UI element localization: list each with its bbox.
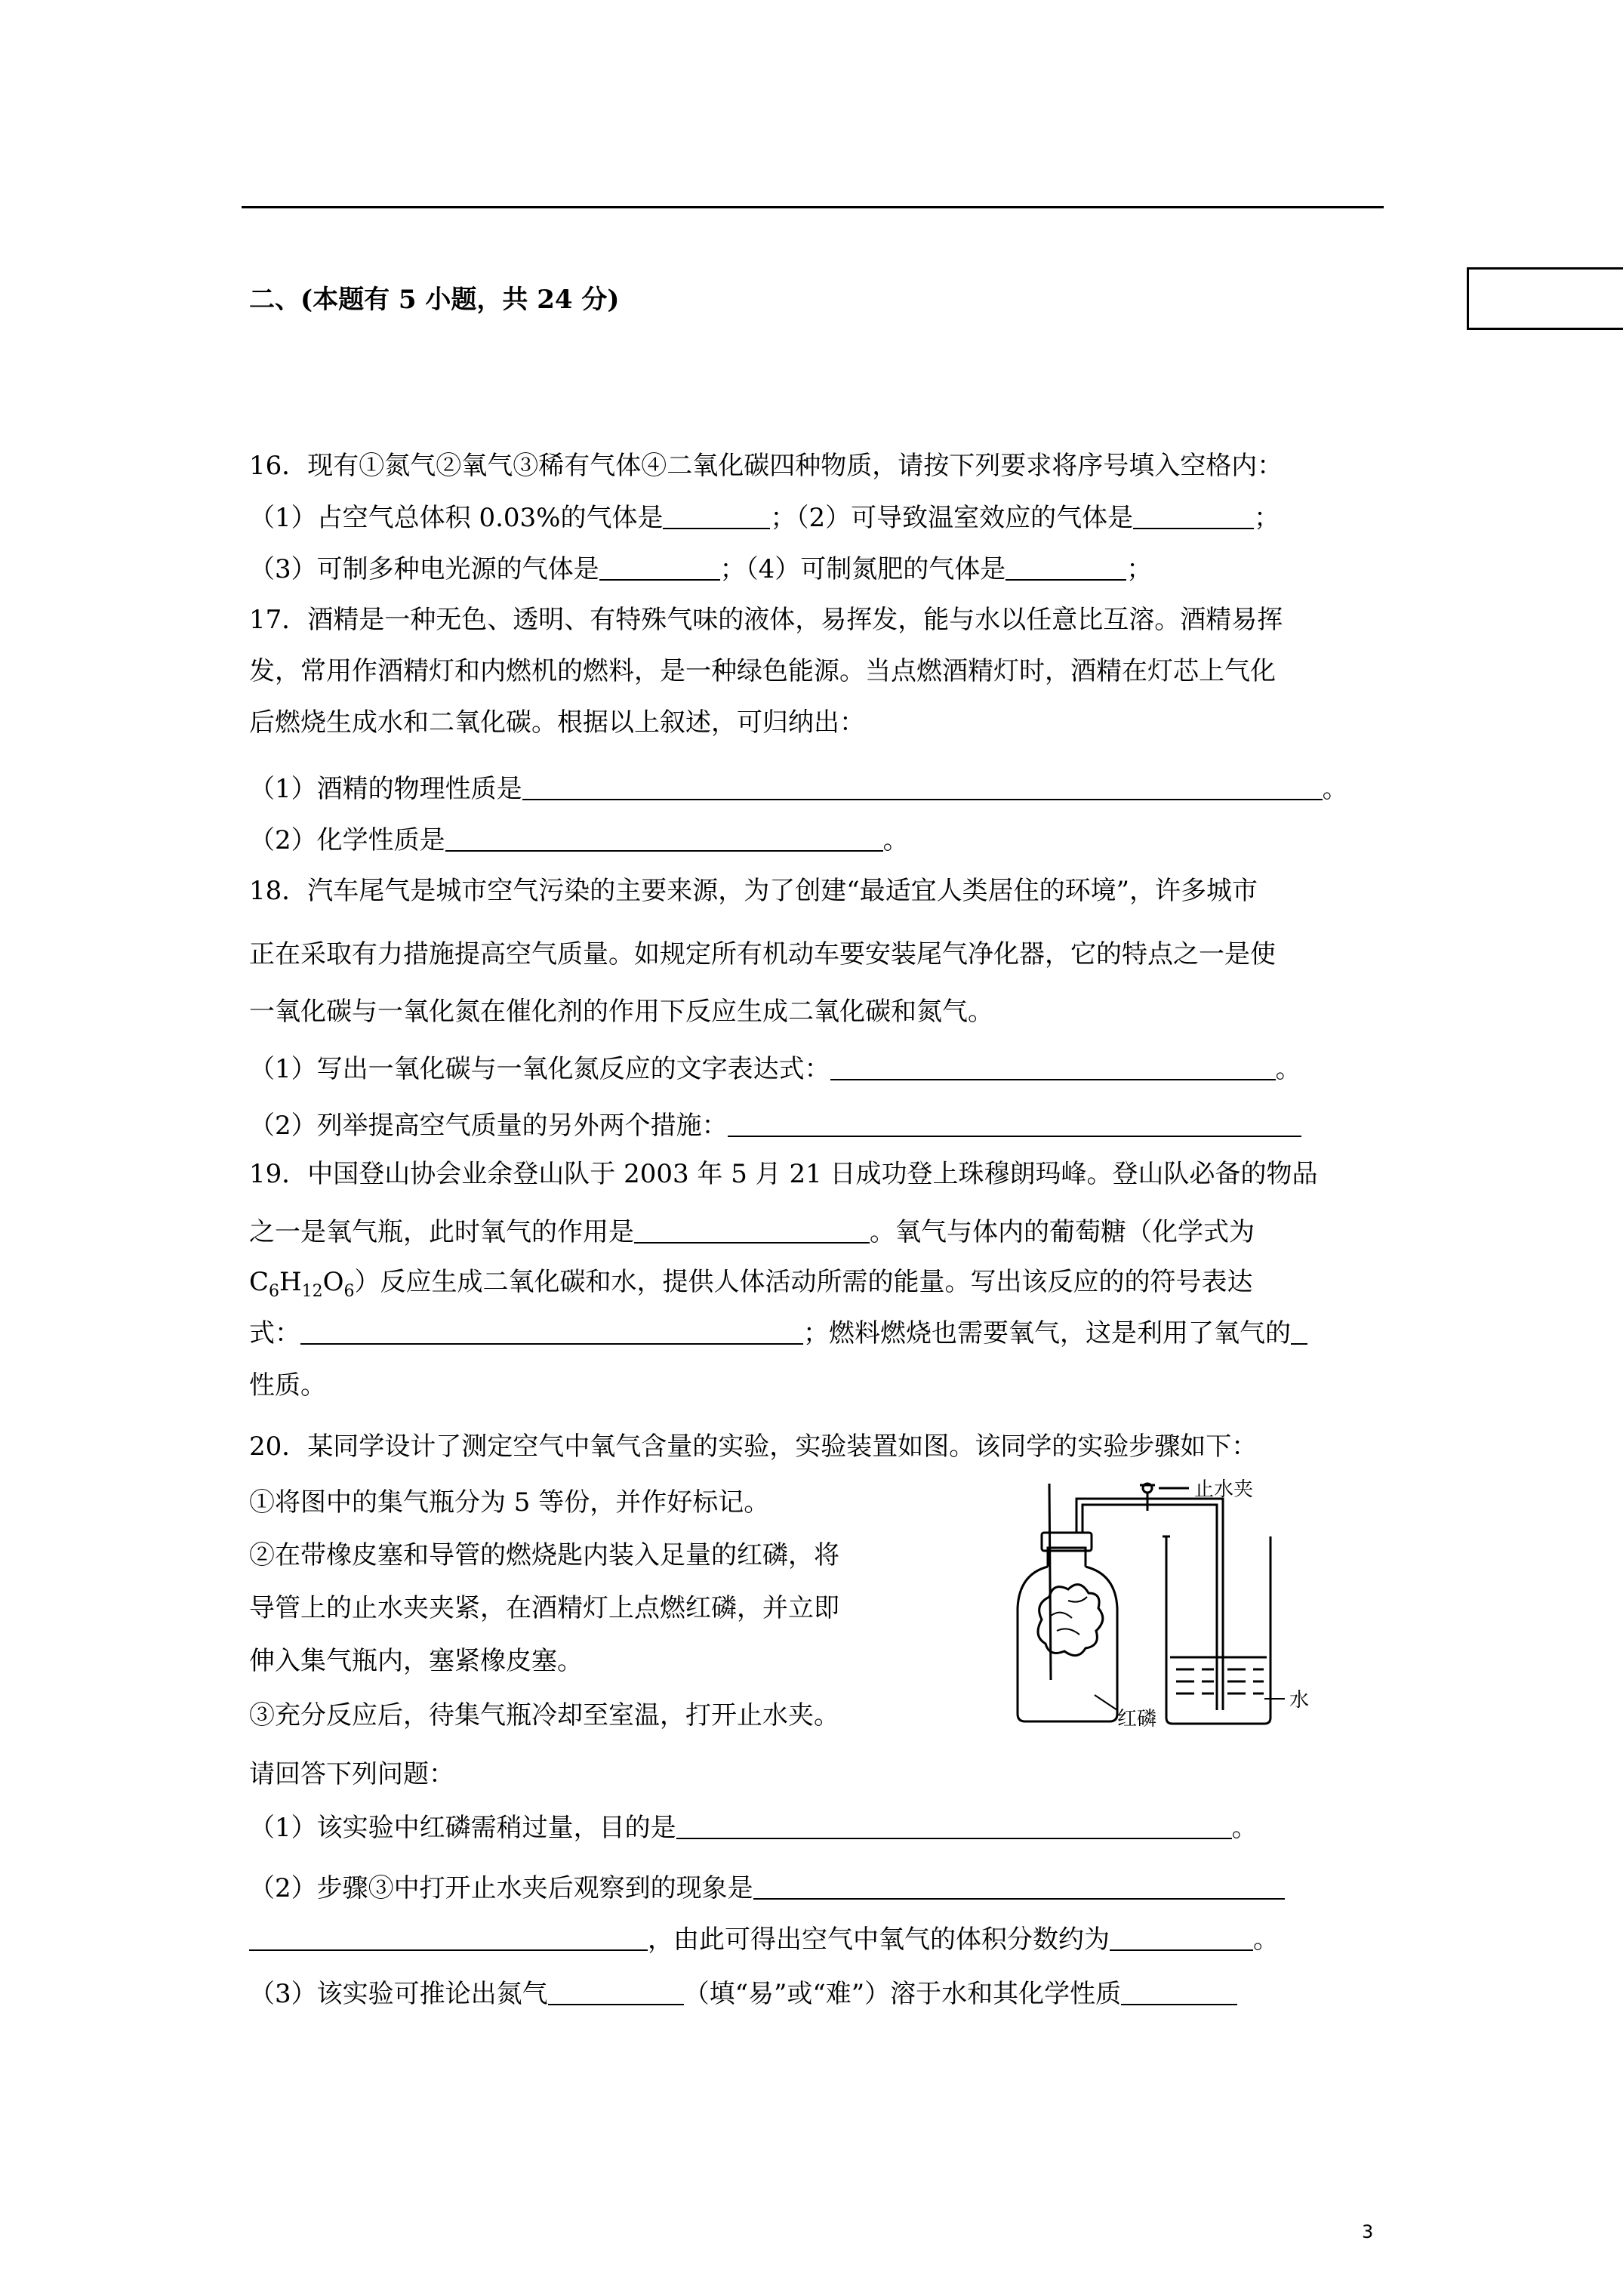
q18-blank-2[interactable]: [728, 1110, 1301, 1137]
q20-ask: 请回答下列问题：: [249, 1759, 454, 1789]
q20-part-3: （3）该实验可推论出氮气 （填“易”或“难”）溶于水和其化学性质: [249, 1978, 1237, 2009]
phosphorus-label: 红磷: [1117, 1708, 1157, 1730]
clamp-label: 止水夹: [1194, 1478, 1254, 1501]
q20-blank-5[interactable]: [1121, 1978, 1237, 2005]
q20-step-2c: 伸入集气瓶内，塞紧橡皮塞。: [249, 1646, 583, 1676]
beaker: [1166, 1536, 1270, 1724]
q17-part-1: （1）酒精的物理性质是 。: [249, 774, 1348, 804]
phosphorus-smoke: [1038, 1585, 1103, 1656]
q17-part-2: （2）化学性质是 。: [249, 825, 909, 855]
q16-blank-3[interactable]: [599, 553, 720, 581]
glucose-formula: $C_6H_{12}O_6$: [249, 1267, 355, 1301]
score-box: [1467, 267, 1623, 330]
q18-line-2: 正在采取有力措施提高空气质量。如规定所有机动车要安装尾气净化器，它的特点之一是使: [249, 939, 1276, 969]
q16-stem: 16．现有①氮气②氧气③稀有气体④二氧化碳四种物质，请按下列要求将序号填入空格内：: [249, 451, 1283, 481]
q20-blank-2a[interactable]: [753, 1872, 1285, 1900]
q20-step-2b: 导管上的止水夹夹紧，在酒精灯上点燃红磷，并立即: [249, 1593, 839, 1623]
apparatus-diagram: [1004, 1476, 1321, 1737]
q19-line-3: $C_6H_{12}O_6$）反应生成二氧化碳和水，提供人体活动所需的能量。写出该反应的的符号表达: [249, 1267, 1253, 1301]
q18-line-3: 一氧化碳与一氧化氮在催化剂的作用下反应生成二氧化碳和氮气。: [249, 997, 993, 1027]
q16-parts-1-2: （1）占空气总体积 0.03%的气体是 ；（2）可导致温室效应的气体是 ；: [249, 503, 1280, 533]
q17-blank-2[interactable]: [445, 824, 883, 852]
q19-blank-2[interactable]: [300, 1318, 803, 1345]
q20-blank-1[interactable]: [676, 1812, 1232, 1839]
q18-blank-1[interactable]: [830, 1053, 1276, 1080]
q16-blank-2[interactable]: [1133, 502, 1254, 529]
section-heading: 二、(本题有 5 小题，共 24 分): [249, 285, 620, 315]
q16-blank-1[interactable]: [663, 502, 770, 529]
q18-line-1: 18．汽车尾气是城市空气污染的主要来源，为了创建“最适宜人类居住的环境”，许多城市: [249, 876, 1258, 906]
q19-blank-1[interactable]: [634, 1216, 870, 1244]
q20-step-1: ①将图中的集气瓶分为 5 等份，并作好标记。: [249, 1487, 770, 1518]
q19-line-4: 式： ；燃料燃烧也需要氧气，这是利用了氧气的: [249, 1318, 1307, 1348]
q20-part-2b: ，由此可得出空气中氧气的体积分数约为 。: [249, 1924, 1279, 1955]
q17-line-3: 后燃烧生成水和二氧化碳。根据以上叙述，可归纳出：: [249, 707, 865, 738]
q18-part-2: （2）列举提高空气质量的另外两个措施：: [249, 1110, 1301, 1141]
q19-blank-3[interactable]: [1291, 1318, 1307, 1345]
q19-line-5: 性质。: [249, 1370, 326, 1401]
q20-part-1: （1）该实验中红磷需稍过量，目的是 。: [249, 1813, 1258, 1843]
q20-step-2a: ②在带橡皮塞和导管的燃烧匙内装入足量的红磷，将: [249, 1540, 839, 1570]
q20-blank-3[interactable]: [1110, 1924, 1253, 1951]
q16-blank-4[interactable]: [1006, 553, 1126, 581]
q20-blank-4[interactable]: [548, 1978, 684, 2005]
water-label: 水: [1289, 1689, 1310, 1712]
q17-blank-1[interactable]: [522, 773, 1323, 800]
q17-line-1: 17．酒精是一种无色、透明、有特殊气味的液体，易挥发，能与水以任意比互溶。酒精易挥: [249, 605, 1283, 635]
q18-part-1: （1）写出一氧化碳与一氧化氮反应的文字表达式： 。: [249, 1054, 1301, 1084]
page-number: 3: [1362, 2221, 1374, 2242]
q20-blank-2b[interactable]: [249, 1924, 648, 1951]
q20-part-2a: （2）步骤③中打开止水夹后观察到的现象是: [249, 1872, 1285, 1903]
q19-line-2: 之一是氧气瓶，此时氧气的作用是 。氧气与体内的葡萄糖（化学式为: [249, 1217, 1255, 1247]
q19-line-1: 19．中国登山协会业余登山队于 2003 年 5 月 21 日成功登上珠穆朗玛峰。登山队必备的物品: [249, 1159, 1318, 1189]
q16-parts-3-4: （3）可制多种电光源的气体是 ；（4）可制氮肥的气体是 ；: [249, 554, 1153, 584]
q17-line-2: 发，常用作酒精灯和内燃机的燃料，是一种绿色能源。当点燃酒精灯时，酒精在灯芯上气化: [249, 656, 1276, 686]
q20-stem: 20．某同学设计了测定空气中氧气含量的实验，实验装置如图。该同学的实验步骤如下：: [249, 1432, 1258, 1462]
header-rule: [242, 206, 1384, 208]
q20-step-3: ③充分反应后，待集气瓶冷却至室温，打开止水夹。: [249, 1700, 839, 1730]
